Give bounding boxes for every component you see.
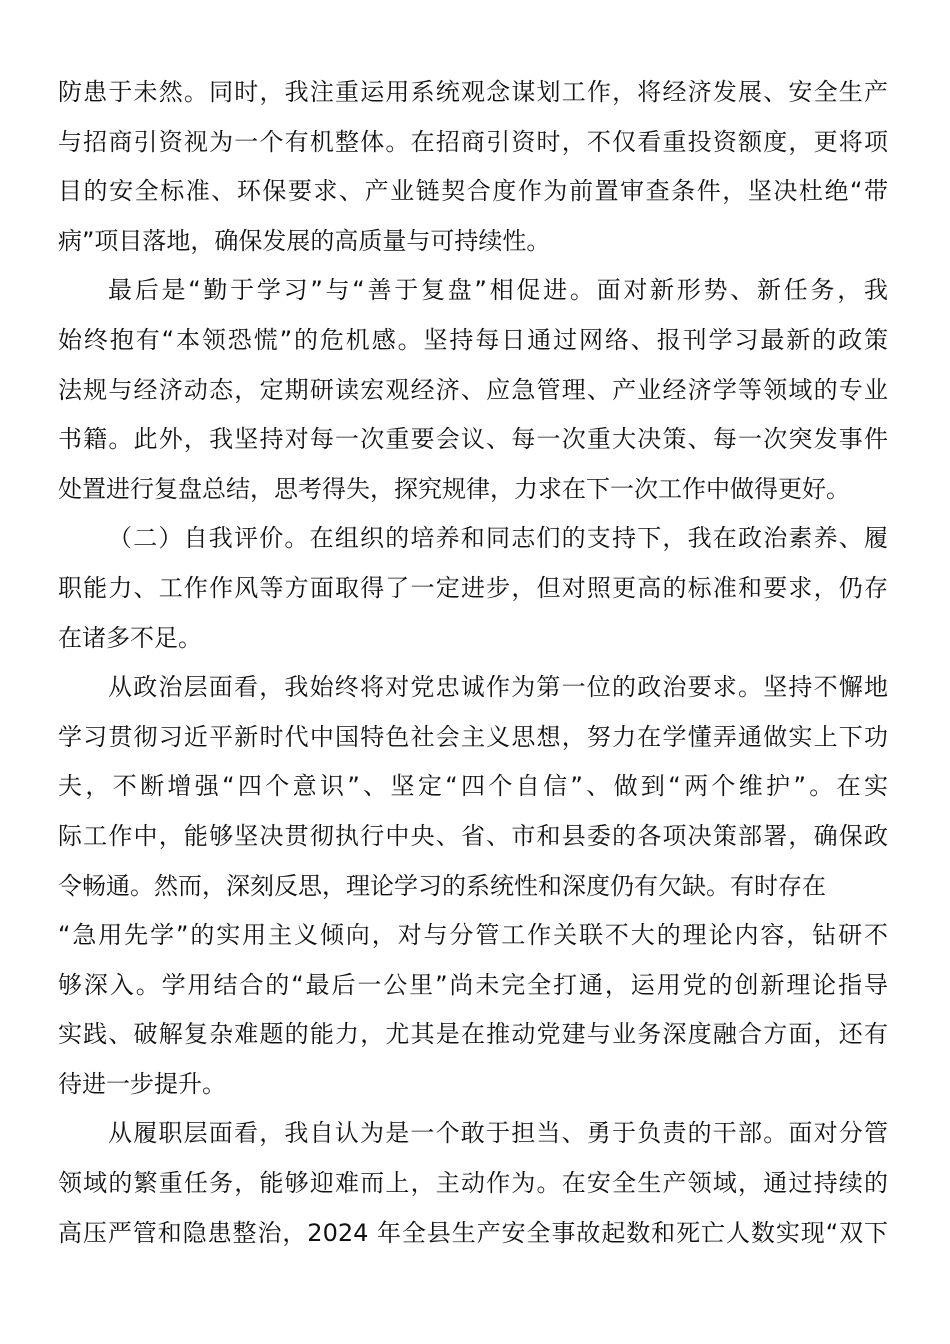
- paragraph: [58, 1109, 888, 1258]
- text-line: 学习贯彻习近平新时代中国特色社会主义思想，努力在学懂弄通做实上下功: [58, 722, 888, 751]
- text-line: 实践、破解复杂难题的能力，尤其是在推动党建与业务深度融合方面，还有: [58, 1020, 888, 1049]
- text-line: 从政治层面看，我始终将对党忠诚作为第一位的政治要求。坚持不懈地: [108, 673, 888, 702]
- text-line: 高压严管和隐患整治，2024 年全县生产安全事故起数和死亡人数实现“双下: [58, 1218, 888, 1247]
- text-line: 防患于未然。同时，我注重运用系统观念谋划工作，将经济发展、安全生产: [58, 78, 888, 106]
- text-line: 够深入。学用结合的“最后一公里”尚未完全打通，运用党的创新理论指导: [58, 970, 888, 999]
- text-line: 职能力、工作作风等方面取得了一定进步，但对照更高的标准和要求，仍存: [58, 573, 888, 602]
- text-line: 书籍。此外，我坚持对每一次重要会议、每一次重大决策、每一次突发事件: [58, 425, 888, 454]
- text-line: “急用先学”的实用主义倾向，对与分管工作关联不大的理论内容，钻研不: [58, 921, 888, 950]
- paragraph: [58, 663, 888, 1109]
- text-line: 夫，不断增强“四个意识”、坚定“四个自信”、做到“两个维护”。在实: [58, 772, 888, 801]
- text-line: 在诸多不足。: [58, 623, 202, 652]
- text-line: 最后是“勤于学习”与“善于复盘”相促进。面对新形势、新任务，我: [108, 276, 888, 305]
- paragraph: [58, 266, 888, 514]
- text-line: 令畅通。然而，深刻反思，理论学习的系统性和深度仍有欠缺。有时存在: [58, 871, 826, 900]
- text-line: 法规与经济动态，定期研读宏观经济、应急管理、产业经济学等领域的专业: [58, 375, 888, 404]
- paragraph: [58, 68, 888, 266]
- text-line: 际工作中，能够坚决贯彻执行中央、省、市和县委的各项决策部署，确保政: [58, 821, 888, 850]
- document-body: [58, 68, 888, 1258]
- text-line: 从履职层面看，我自认为是一个敢于担当、勇于负责的干部。面对分管: [108, 1119, 888, 1148]
- text-line: 病”项目落地，确保发展的高质量与可持续性。: [58, 226, 551, 255]
- text-line: 目的安全标准、环保要求、产业链契合度作为前置审查条件，坚决杜绝“带: [58, 177, 888, 206]
- paragraph: [58, 514, 888, 663]
- text-line: 处置进行复盘总结，思考得失，探究规律，力求在下一次工作中做得更好。: [58, 474, 850, 503]
- text-line: 始终抱有“本领恐慌”的危机感。坚持每日通过网络、报刊学习最新的政策: [58, 325, 888, 354]
- text-line: 领域的繁重任务，能够迎难而上，主动作为。在安全生产领域，通过持续的: [58, 1169, 888, 1198]
- text-line: 与招商引资视为一个有机整体。在招商引资时，不仅看重投资额度，更将项: [58, 127, 888, 156]
- text-line: （二）自我评价。在组织的培养和同志们的支持下，我在政治素养、履: [108, 524, 888, 553]
- text-line: 待进一步提升。: [58, 1069, 226, 1098]
